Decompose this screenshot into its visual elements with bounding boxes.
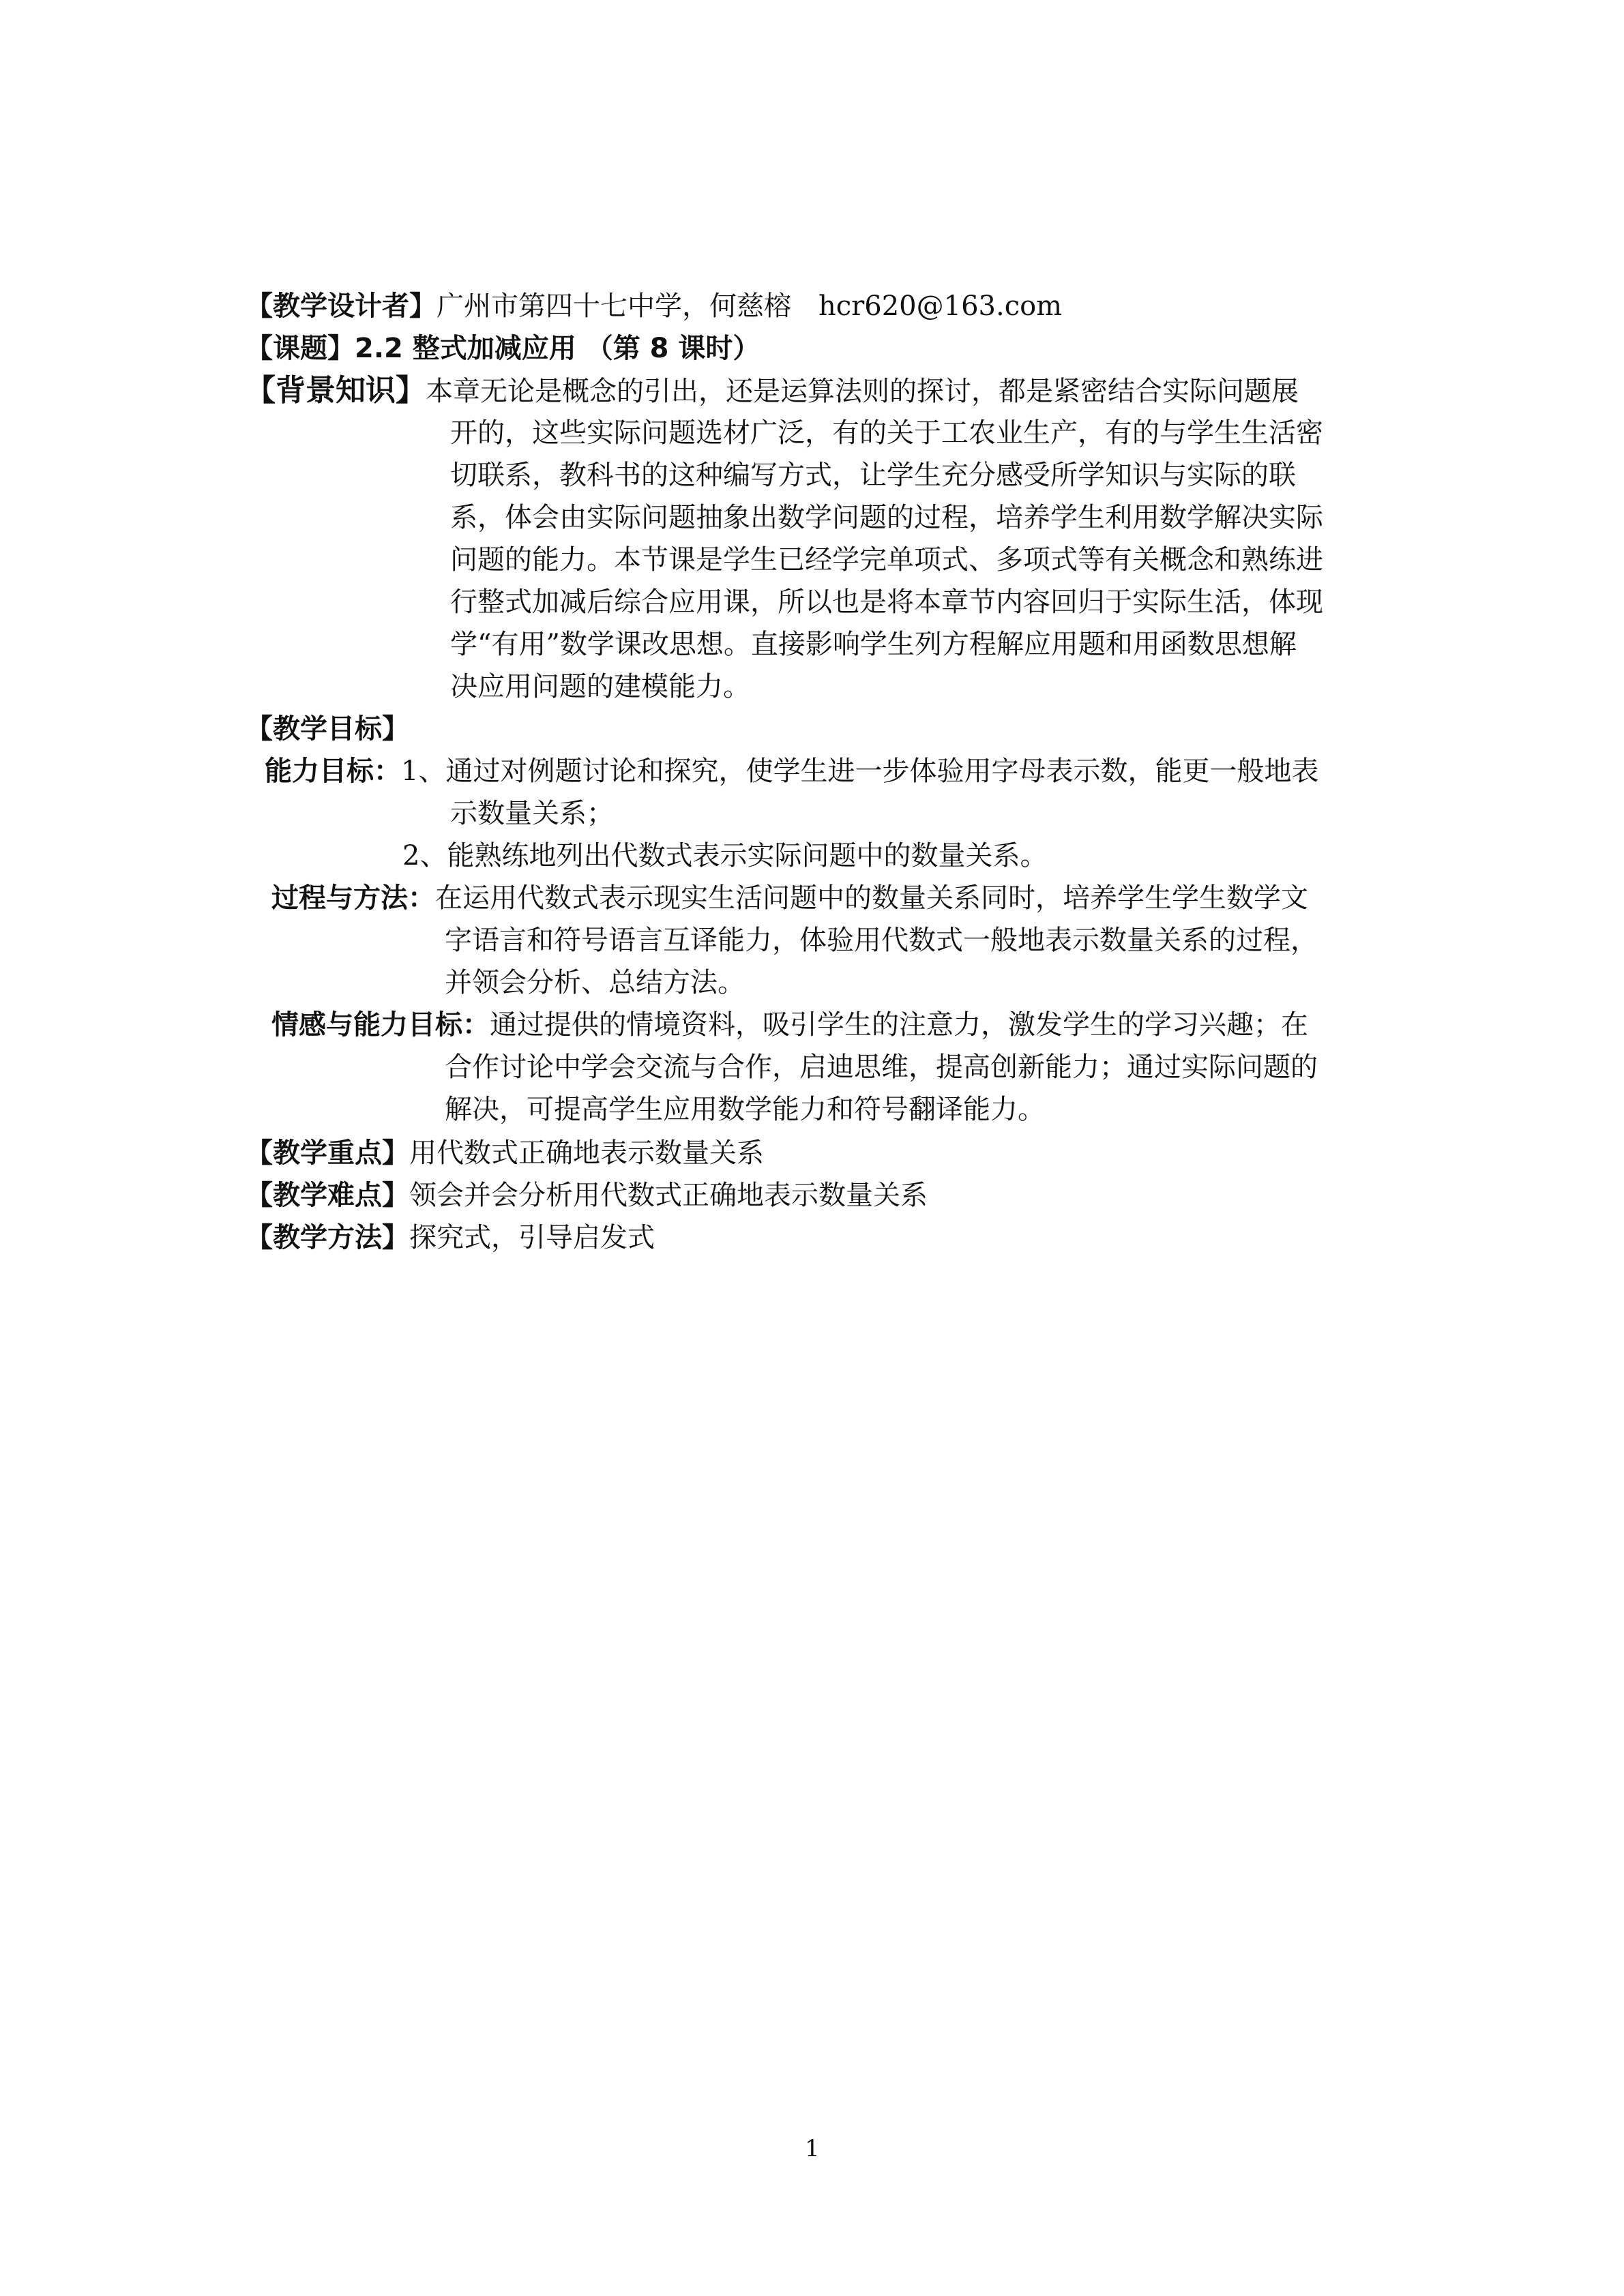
background-line-3: 切联系，教科书的这种编写方式，让学生充分感受所学知识与实际的联 — [450, 460, 1296, 491]
goals-heading — [246, 708, 409, 750]
background-line-5: 问题的能力。本节课是学生已经学完单项式、多项式等有关概念和熟练进 — [450, 544, 1323, 576]
key-point-text: 用代数式正确地表示数量关系 — [409, 1137, 764, 1169]
background-line-1 — [246, 370, 1299, 413]
page-number: 1 — [805, 2135, 820, 2162]
background-line-2: 开的，这些实际问题选材广泛，有的关于工农业生产，有的与学生生活密 — [450, 417, 1323, 449]
ability-item1-text-1: 通过对例题讨论和探究，使学生进一步体验用字母表示数，能更一般地表 — [445, 756, 1319, 787]
goals-label: 【教学目标】 — [246, 713, 409, 745]
emotion-label: 情感与能力目标： — [271, 1009, 490, 1041]
designer-text: 广州市第四十七中学，何慈榕 hcr620@163.com — [437, 290, 1063, 322]
ability-label: 能力目标： — [265, 756, 401, 787]
process-text-2: 字语言和符号语言互译能力，体验用代数式一般地表示数量关系的过程， — [445, 925, 1318, 956]
background-text-1: 本章无论是概念的引出，还是运算法则的探讨，都是紧密结合实际问题展 — [426, 376, 1299, 407]
background-line-8: 决应用问题的建模能力。 — [450, 671, 750, 702]
method-line — [246, 1217, 655, 1259]
background-label: 【背景知识】 — [246, 373, 426, 408]
topic-line — [246, 327, 760, 370]
emotion-text-2: 合作讨论中学会交流与合作，启迪思维，提高创新能力；通过实际问题的 — [445, 1052, 1318, 1083]
difficulty-label: 【教学难点】 — [246, 1180, 409, 1211]
background-line-4: 系，体会由实际问题抽象出数学问题的过程，培养学生利用数学解决实际 — [450, 502, 1323, 533]
emotion-text-3: 解决，可提高学生应用数学能力和符号翻译能力。 — [445, 1094, 1045, 1125]
ability-item1-num: 1、 — [401, 756, 446, 787]
ability-line-1 — [265, 750, 1318, 792]
designer-line — [246, 285, 1062, 327]
ability-line-2 — [402, 835, 1047, 877]
background-line-7: 学“有用”数学课改思想。直接影响学生列方程解应用题和用函数思想解 — [450, 629, 1297, 660]
difficulty-line — [246, 1174, 928, 1217]
key-point-label: 【教学重点】 — [246, 1137, 409, 1169]
designer-label: 【教学设计者】 — [246, 290, 437, 322]
emotion-text-1: 通过提供的情境资料，吸引学生的注意力，激发学生的学习兴趣；在 — [490, 1009, 1308, 1041]
topic-label: 【课题】 — [246, 333, 355, 364]
method-text: 探究式，引导启发式 — [409, 1222, 655, 1253]
ability-item1-text-2: 示数量关系； — [450, 798, 614, 829]
emotion-line-1 — [271, 1004, 1308, 1046]
topic-text: 2.2 整式加减应用 （第 8 课时） — [355, 333, 761, 364]
process-line-1 — [271, 877, 1308, 919]
method-label: 【教学方法】 — [246, 1222, 409, 1253]
ability-item2-num: 2、 — [402, 840, 447, 871]
process-text-1: 在运用代数式表示现实生活问题中的数量关系同时，培养学生学生数学文 — [435, 882, 1308, 914]
process-text-3: 并领会分析、总结方法。 — [445, 967, 745, 998]
key-point-line — [246, 1132, 764, 1174]
process-label: 过程与方法： — [271, 882, 435, 914]
background-line-6: 行整式加减后综合应用课，所以也是将本章节内容回归于实际生活，体现 — [450, 586, 1323, 618]
ability-item2-text: 能熟练地列出代数式表示实际问题中的数量关系。 — [447, 840, 1048, 871]
difficulty-text: 领会并会分析用代数式正确地表示数量关系 — [409, 1180, 928, 1211]
